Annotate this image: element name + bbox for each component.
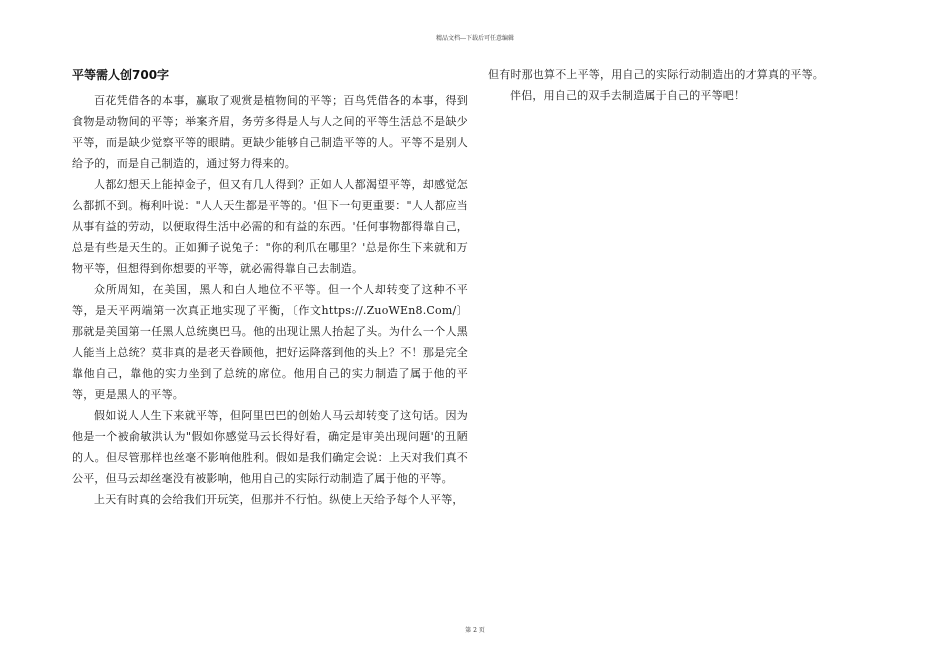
- article-title: 平等需人创700字: [72, 68, 170, 82]
- paragraph-2: 人都幻想天上能掉金子，但又有几人得到？正如人人都渴望平等，却感觉怎么都抓不到。梅利叶说："人人天生都是平等的。'但下一句更重要："人人都应当从事有益的劳动，以便取得生活中必需的和有益的东西。'任何事物都得靠自己，总是有些是天生的。正如狮子说兔子："你的利爪在哪里？'总是你生下来就和万物平等，但想得到你想要的平等，就必需得靠自己去制造。: [72, 178, 468, 275]
- paragraph-3: 众所周知，在美国，黑人和白人地位不平等。但一个人却转变了这种不平等，是天平两端第一次真正地实现了平衡，〔作文https://.ZuoWEn8.Com/〕那就是美国第一任黑人总统奥巴马。他的出现让黑人抬起了头。为什么一个人黑人能当上总统？莫非真的是老天眷顾他，把好运降落到他的头上？不！那是完全靠他自己，靠他的实力坐到了总统的席位。他用自己的实力制造了属于他的平等，更是黑人的平等。: [72, 283, 468, 401]
- left-column: [72, 66, 468, 510]
- paragraph-5-continued: 但有时那也算不上平等，用自己的实际行动制造出的才算真的平等。: [488, 68, 824, 81]
- page-number: 第 2 页: [465, 627, 485, 634]
- paragraph-6: 伴侣，用自己的双手去制造属于自己的平等吧！: [510, 89, 746, 102]
- paragraph-4: 假如说人人生下来就平等，但阿里巴巴的创始人马云却转变了这句话。因为他是一个被俞敏洪认为"假如你感觉马云长得好看，确定是审美出现问题'的丑陋的人。但尽管那样也丝毫不影响他胜利。假如是我们确定会说：上天对我们真不公平，但马云却丝毫没有被影响，他用自己的实际行动制造了属于他的平等。: [72, 409, 468, 485]
- paragraph-5: 上天有时真的会给我们开玩笑，但那并不行怕。纵使上天给予每个人平等，: [94, 493, 464, 506]
- right-column: [488, 66, 884, 106]
- paragraph-1: 百花凭借各的本事，赢取了观赏是植物间的平等；百鸟凭借各的本事，得到食物是动物间的平等；举案齐眉，务劳多得是人与人之间的平等生活总不是缺少平等，而是缺少觉察平等的眼睛。更缺少能够自己制造平等的人。平等不是别人给予的，而是自己制造的，通过努力得来的。: [72, 94, 468, 170]
- page-header: 精品文档---下载后可任意编辑: [435, 35, 515, 42]
